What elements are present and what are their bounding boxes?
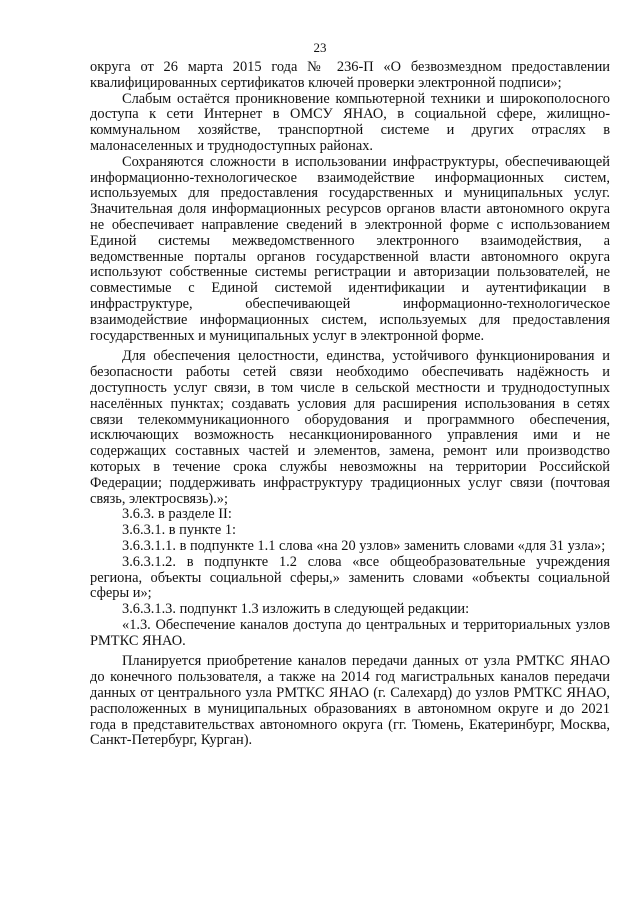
paragraph-3: Сохраняются сложности в использовании инфраструктуры, обеспечивающей информационно-технологическое взаимодействие информационных систем, используемых для предоставления государственных и муниципальных услуг. Значительная доля информационных ресурсов органов власти автономного округа не обеспечивает направление сведений в электронной форме с использованием Единой системы межведомственного электронного взаимодействия, а ведомственные порталы органов государственной власти автономного округа используют собственные системы регистрации и авторизации пользователей, не совместимые с Единой системой идентификации и аутентификации в инфраструктуре, обеспечивающей информационно-технологическое взаимодействие информационных систем, используемых для предоставления государственных и муниципальных услуг в электронной форме. [90,153,610,344]
paragraph-1: округа от 26 марта 2015 года № 236-П «О безвозмездном предоставлении квалифицированных сертификатов ключей проверки электронной подписи»; [90,59,610,91]
subsection-1-3-heading: «1.3. Обеспечение каналов доступа до центральных и территориальных узлов РМТКС ЯНАО. [90,616,610,649]
page-number: 23 [313,40,327,55]
paragraph-2: Слабым остаётся проникновение компьютерной техники и широкополосного доступа к сети Интернет в ОМСУ ЯНАО, в социальной сфере, жилищно-коммунальном хозяйстве, транспортной системе и других отраслях в малонаселенных и труднодоступных районах. [90,90,610,154]
clause-3-6-3-1-2: 3.6.3.1.2. в подпункте 1.2 слова «все общеобразовательные учреждения региона, объекты социальной сферы,» заменить словами «объекты социальной сферы и»; [90,553,610,602]
clause-3-6-3-1-3: 3.6.3.1.3. подпункт 1.3 изложить в следующей редакции: [122,601,470,618]
paragraph-4: Для обеспечения целостности, единства, устойчивого функционирования и безопасности работы сетей связи необходимо обеспечивать надёжность и доступность услуг связи, в том числе в сельской местности и труднодоступных населённых пунктах; создавать условия для расширения использования в сетях связи телекоммуникационного оборудования и программного обеспечения, исключающих возможность несанкционированного управления ими и не содержащих составных частей и элементов, замена, ремонт или производство которых в течение срока службы невозможны на территории Российской Федерации; поддерживать инфраструктуру традиционных услуг связи (почтовая связь, электросвязь).»; [90,348,610,507]
paragraph-planned-channels: Планируется приобретение каналов передачи данных от узла РМТКС ЯНАО до конечного пользователя, а также на 2014 год магистральных каналов передачи данных от центрального узла РМТКС ЯНАО (г. Салехард) до узлов РМТКС ЯНАО, расположенных в муниципальных образованиях в автономном округе и до 2021 года в представительствах автономного округа (гг. Тюмень, Екатеринбург, Москва, Санкт-Петербург, Курган). [90,653,610,749]
clause-3-6-3: 3.6.3. в разделе II: [122,506,232,523]
clause-3-6-3-1: 3.6.3.1. в пункте 1: [122,522,237,539]
document-body [90,60,610,749]
clause-3-6-3-1-1: 3.6.3.1.1. в подпункте 1.1 слова «на 20 узлов» заменить словами «для 31 узла»; [122,537,606,554]
